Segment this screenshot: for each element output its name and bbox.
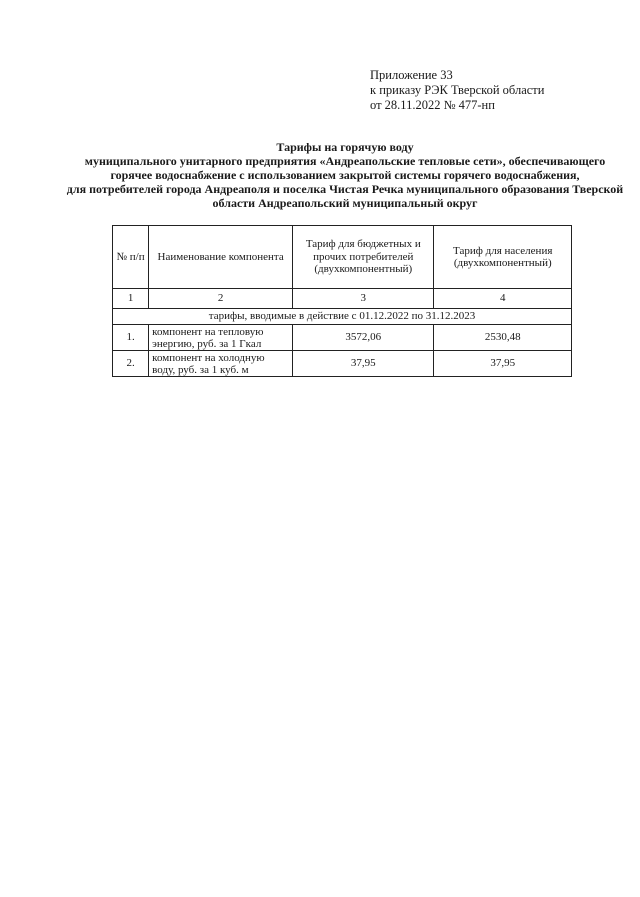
title-line-3: горячее водоснабжение с использованием закрытой системы горячего водоснабжения, bbox=[110, 168, 580, 182]
title-line-5: области Андреапольский муниципальный округ bbox=[212, 196, 478, 210]
row-num: 1. bbox=[113, 325, 149, 351]
column-number: 1 bbox=[113, 289, 149, 309]
row-num: 2. bbox=[113, 351, 149, 377]
header-population: Тариф для населения (двухкомпонентный) bbox=[434, 226, 572, 289]
column-number-row bbox=[113, 289, 572, 309]
title-line-2: муниципального унитарного предприятия «Андреапольские тепловые сети», обеспечивающего bbox=[84, 154, 606, 168]
appendix-line-3: от 28.11.2022 № 477-нп bbox=[370, 98, 495, 112]
title-line-1: Тарифы на горячую воду bbox=[276, 140, 414, 154]
column-number: 3 bbox=[293, 289, 434, 309]
title-line-4: для потребителей города Андреаполя и поселка Чистая Речка муниципального образования Тверской bbox=[66, 182, 624, 196]
row-name: компонент на холодную воду, руб. за 1 куб. м bbox=[149, 351, 293, 377]
column-number: 2 bbox=[149, 289, 293, 309]
row-population-tariff: 2530,48 bbox=[434, 325, 572, 351]
appendix-line-1: Приложение 33 bbox=[370, 68, 453, 82]
tariff-table bbox=[112, 225, 572, 377]
column-number: 4 bbox=[434, 289, 572, 309]
row-budget-tariff: 3572,06 bbox=[293, 325, 434, 351]
table-row bbox=[113, 351, 572, 377]
header-num: № п/п bbox=[113, 226, 149, 289]
header-budget: Тариф для бюджетных и прочих потребителей (двухкомпонентный) bbox=[293, 226, 434, 289]
document-title bbox=[60, 140, 630, 210]
table-row bbox=[113, 325, 572, 351]
row-budget-tariff: 37,95 bbox=[293, 351, 434, 377]
appendix-block bbox=[370, 68, 544, 113]
row-name: компонент на тепловую энергию, руб. за 1 Гкал bbox=[149, 325, 293, 351]
table-header-row bbox=[113, 226, 572, 289]
period-row bbox=[113, 309, 572, 325]
period-label: тарифы, вводимые в действие с 01.12.2022 по 31.12.2023 bbox=[113, 309, 572, 325]
header-name: Наименование компонента bbox=[149, 226, 293, 289]
appendix-line-2: к приказу РЭК Тверской области bbox=[370, 83, 545, 97]
row-population-tariff: 37,95 bbox=[434, 351, 572, 377]
